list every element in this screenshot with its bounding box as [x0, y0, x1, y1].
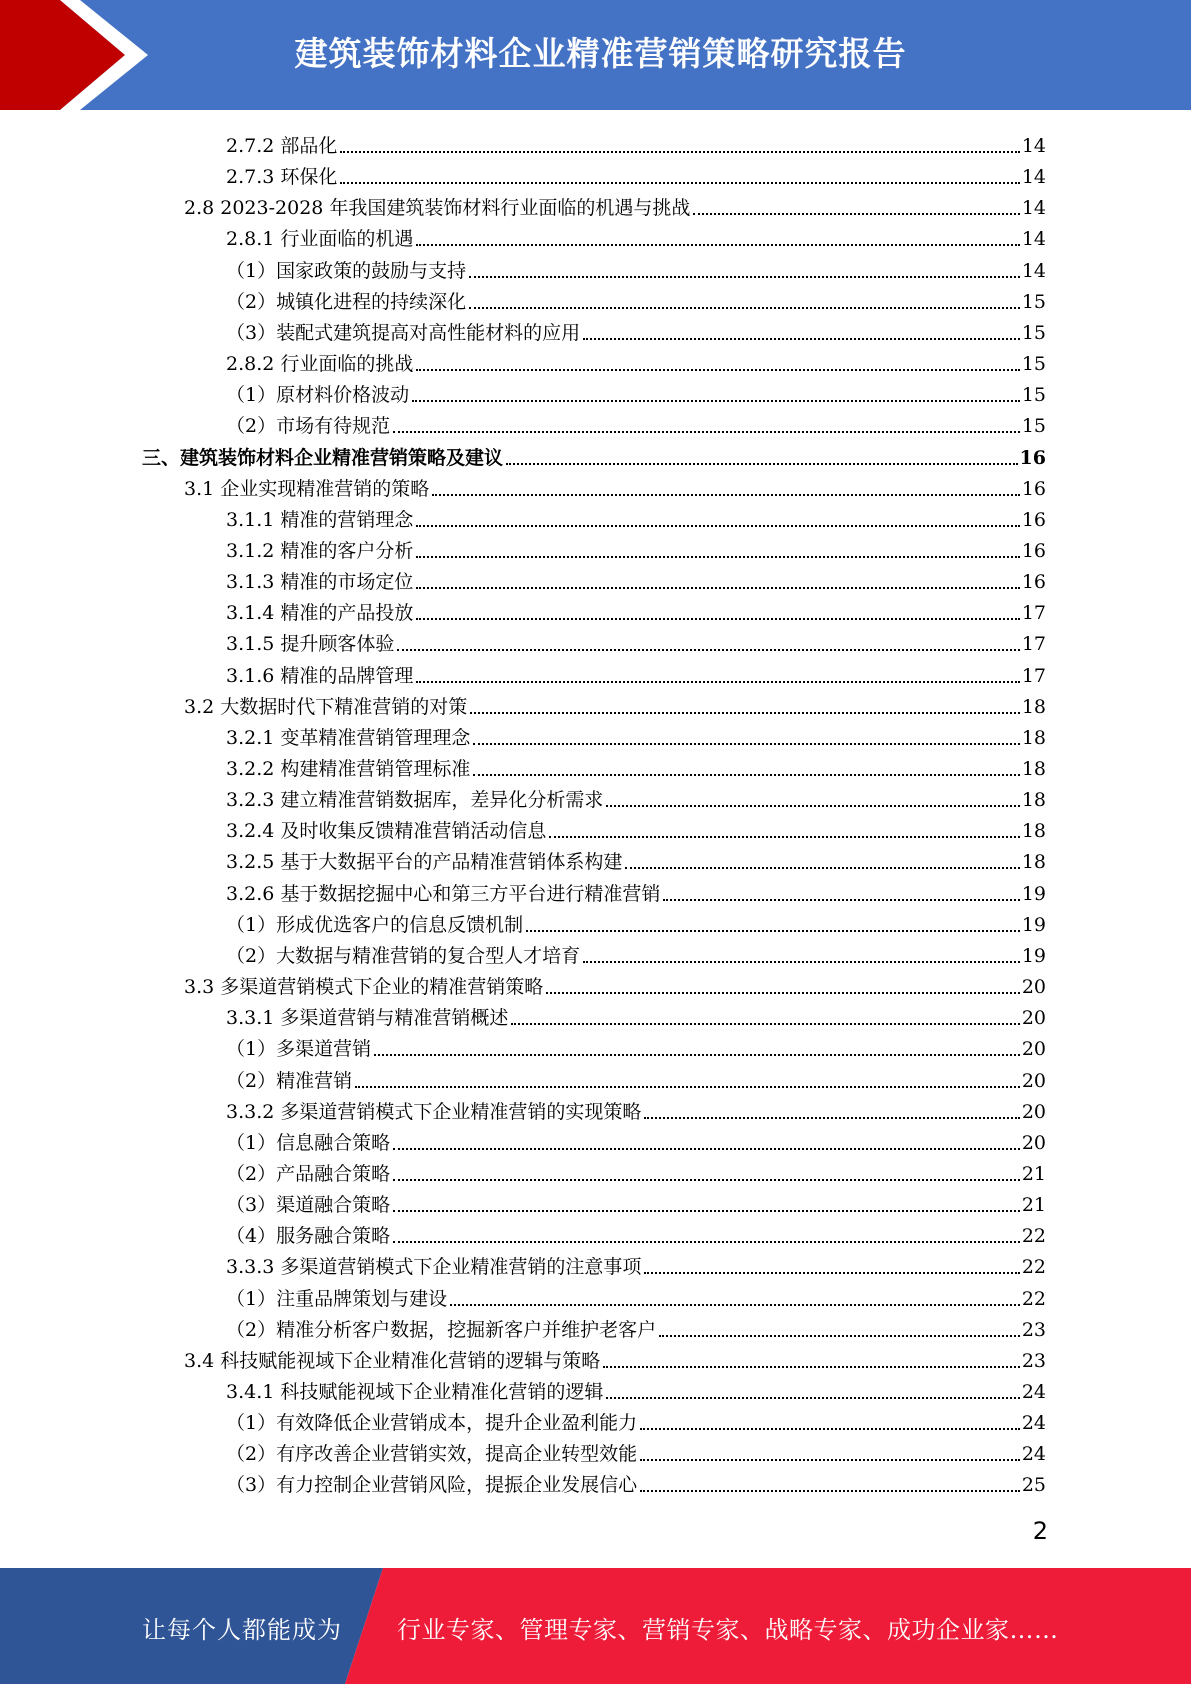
toc-entry[interactable] — [226, 719, 1046, 750]
toc-entry[interactable] — [226, 625, 1046, 656]
toc-entry-label: 3.3.1 多渠道营销与精准营销概述 — [226, 1007, 509, 1030]
toc-entry-label: 3.2.1 变革精准营销管理理念 — [226, 726, 471, 749]
toc-entry-page: 22 — [1021, 1256, 1046, 1279]
toc-entry-page: 18 — [1021, 789, 1046, 812]
toc-entry-label: （2）市场有待规范 — [226, 415, 391, 438]
toc-entry[interactable] — [184, 189, 1046, 220]
toc-entry-label: 3.1.3 精准的市场定位 — [226, 571, 414, 594]
toc-entry-page: 18 — [1021, 695, 1046, 718]
toc-entry-page: 22 — [1021, 1225, 1046, 1248]
toc-entry-page: 20 — [1021, 1100, 1046, 1123]
toc-dot-leader — [644, 1117, 1019, 1119]
toc-entry-label: 2.7.3 环保化 — [226, 166, 338, 189]
page-number: 2 — [1032, 1517, 1048, 1545]
toc-entry-label: 3.4.1 科技赋能视域下企业精准化营销的逻辑 — [226, 1381, 604, 1403]
toc-dot-leader — [640, 1428, 1020, 1430]
toc-entry-label: （2）产品融合策略 — [226, 1162, 391, 1185]
toc-dot-leader — [546, 992, 1020, 994]
toc-entry-label: 3.2.5 基于大数据平台的产品精准营销体系构建 — [226, 851, 623, 874]
toc-entry-page: 20 — [1021, 1038, 1046, 1061]
toc-entry-page: 16 — [1021, 571, 1046, 594]
toc-entry-label: （2）精准营销 — [226, 1069, 353, 1092]
toc-entry-label: （2）有序改善企业营销实效，提高企业转型效能 — [226, 1443, 638, 1466]
toc-entry-page: 21 — [1021, 1194, 1046, 1217]
toc-entry-label: 3.3 多渠道营销模式下企业的精准营销策略 — [184, 976, 544, 999]
toc-entry-page: 14 — [1021, 228, 1046, 251]
report-title: 建筑装饰材料企业精准营销策略研究报告 — [294, 34, 907, 73]
toc-entry[interactable] — [226, 657, 1046, 688]
toc-entry-page: 18 — [1021, 851, 1046, 874]
toc-entry-label: 3.1.4 精准的产品投放 — [226, 602, 414, 625]
toc-dot-leader — [583, 338, 1020, 340]
toc-entry[interactable] — [184, 1342, 1046, 1373]
toc-entry[interactable] — [226, 594, 1046, 625]
toc-dot-leader — [473, 743, 1019, 745]
toc-dot-leader — [511, 1023, 1019, 1025]
toc-dot-leader — [393, 1148, 1020, 1150]
toc-entry[interactable] — [184, 968, 1046, 999]
toc-entry-label: 3.3.2 多渠道营销模式下企业精准营销的实现策略 — [226, 1100, 642, 1123]
toc-entry[interactable] — [226, 220, 1046, 251]
toc-entry[interactable] — [226, 1435, 1046, 1466]
toc-entry[interactable] — [226, 999, 1046, 1030]
toc-dot-leader — [393, 431, 1020, 433]
toc-entry-page: 15 — [1021, 321, 1046, 344]
toc-entry-label: （1）形成优选客户的信息反馈机制 — [226, 913, 524, 936]
toc-entry[interactable] — [226, 563, 1046, 594]
toc-entry-page: 20 — [1021, 1007, 1046, 1030]
toc-entry-label: （1）信息融合策略 — [226, 1131, 391, 1154]
toc-entry[interactable] — [226, 407, 1046, 438]
toc-entry-page: 19 — [1021, 913, 1046, 936]
toc-dot-leader — [450, 1304, 1020, 1306]
toc-entry-label: 3.1 企业实现精准营销的策略 — [184, 477, 430, 500]
toc-entry[interactable] — [226, 1280, 1046, 1311]
toc-dot-leader — [606, 1397, 1019, 1399]
toc-dot-leader — [625, 867, 1019, 869]
toc-dot-leader — [549, 836, 1019, 838]
toc-entry[interactable] — [226, 781, 1046, 812]
toc-entry-page: 16 — [1019, 446, 1046, 469]
toc-entry-page: 24 — [1021, 1381, 1046, 1403]
toc-entry[interactable] — [184, 470, 1046, 501]
toc-dot-leader — [393, 1241, 1020, 1243]
toc-entry[interactable] — [226, 937, 1046, 968]
footer-slogan-left: 让每个人都能成为 — [142, 1616, 342, 1644]
toc-entry[interactable] — [226, 252, 1046, 283]
toc-dot-leader — [469, 276, 1020, 278]
toc-dot-leader — [640, 1490, 1020, 1492]
toc-dot-leader — [693, 213, 1019, 215]
toc-entry-label: 2.8.2 行业面临的挑战 — [226, 353, 414, 376]
page-footer — [0, 1568, 1191, 1684]
toc-entry-page: 23 — [1021, 1318, 1046, 1341]
toc-entry-label: 3.1.1 精准的营销理念 — [226, 508, 414, 531]
toc-entry-page: 20 — [1021, 1131, 1046, 1154]
toc-entry-label: 3.2 大数据时代下精准营销的对策 — [184, 695, 468, 718]
page-header — [0, 0, 1191, 110]
toc-entry[interactable] — [226, 1124, 1046, 1155]
toc-entry-page: 25 — [1021, 1474, 1046, 1497]
toc-entry-page: 20 — [1021, 1069, 1046, 1092]
toc-entry-label: 3.2.2 构建精准营销管理标准 — [226, 758, 471, 780]
toc-dot-leader — [416, 244, 1019, 246]
toc-entry[interactable] — [226, 1062, 1046, 1093]
toc-entry[interactable] — [226, 314, 1046, 345]
toc-entry-label: 3.2.4 及时收集反馈精准营销活动信息 — [226, 820, 547, 843]
toc-entry-label: 2.8.1 行业面临的机遇 — [226, 228, 414, 251]
toc-dot-leader — [506, 463, 1018, 465]
toc-entry[interactable] — [226, 1404, 1046, 1435]
toc-entry-page: 14 — [1021, 259, 1046, 282]
toc-dot-leader — [603, 1366, 1020, 1368]
toc-entry-page: 17 — [1021, 664, 1046, 687]
toc-entry-page: 15 — [1021, 415, 1046, 438]
toc-entry-page: 19 — [1021, 882, 1046, 905]
toc-entry-page: 23 — [1021, 1349, 1046, 1372]
toc-entry[interactable] — [226, 1030, 1046, 1061]
toc-entry[interactable] — [226, 843, 1046, 874]
toc-entry[interactable] — [226, 1217, 1046, 1248]
toc-entry-label: 三、建筑装饰材料企业精准营销策略及建议 — [142, 446, 504, 469]
toc-entry-page: 24 — [1021, 1443, 1046, 1466]
toc-entry-label: 3.1.5 提升顾客体验 — [226, 633, 395, 656]
toc-dot-leader — [340, 151, 1019, 153]
toc-entry[interactable] — [226, 127, 1046, 158]
toc-dot-leader — [340, 182, 1019, 184]
toc-entry[interactable] — [226, 1311, 1046, 1342]
toc-entry[interactable] — [226, 1373, 1046, 1404]
toc-dot-leader — [412, 400, 1020, 402]
toc-entry-page: 15 — [1021, 353, 1046, 376]
toc-entry[interactable] — [142, 439, 1046, 470]
toc-entry[interactable] — [226, 158, 1046, 189]
toc-entry-label: 3.3.3 多渠道营销模式下企业精准营销的注意事项 — [226, 1256, 642, 1279]
toc-entry[interactable] — [226, 345, 1046, 376]
toc-entry-page: 14 — [1021, 135, 1046, 157]
toc-entry[interactable] — [226, 750, 1046, 781]
toc-entry-label: （2）大数据与精准营销的复合型人才培育 — [226, 944, 581, 967]
toc-dot-leader — [416, 618, 1019, 620]
toc-entry-page: 15 — [1021, 384, 1046, 407]
toc-entry-label: 3.4 科技赋能视域下企业精准化营销的逻辑与策略 — [184, 1349, 601, 1372]
toc-entry-page: 17 — [1021, 633, 1046, 656]
toc-dot-leader — [583, 961, 1020, 963]
toc-entry[interactable] — [226, 906, 1046, 937]
toc-dot-leader — [416, 681, 1019, 683]
toc-entry-label: （1）多渠道营销 — [226, 1038, 372, 1061]
toc-entry-label: （1）注重品牌策划与建设 — [226, 1287, 448, 1310]
toc-entry[interactable] — [226, 812, 1046, 843]
toc-entry-page: 18 — [1021, 758, 1046, 780]
toc-entry-page: 16 — [1021, 508, 1046, 531]
toc-entry-page: 21 — [1021, 1162, 1046, 1185]
toc-dot-leader — [606, 805, 1019, 807]
toc-entry[interactable] — [226, 1466, 1046, 1497]
toc-entry-page: 14 — [1021, 166, 1046, 189]
toc-dot-leader — [526, 930, 1020, 932]
toc-entry-label: （3）渠道融合策略 — [226, 1194, 391, 1217]
toc-entry-label: 3.2.3 建立精准营销数据库，差异化分析需求 — [226, 789, 604, 812]
toc-entry[interactable] — [226, 1248, 1046, 1279]
toc-entry[interactable] — [226, 376, 1046, 407]
toc-entry-label: （4）服务融合策略 — [226, 1225, 391, 1248]
toc-entry-label: 3.1.2 精准的客户分析 — [226, 539, 414, 562]
toc-dot-leader — [416, 369, 1019, 371]
toc-entry[interactable] — [226, 1186, 1046, 1217]
toc-entry-label: （3）有力控制企业营销风险，提振企业发展信心 — [226, 1474, 638, 1497]
toc-entry-label: （2）城镇化进程的持续深化 — [226, 290, 467, 313]
toc-dot-leader — [355, 1086, 1020, 1088]
toc-entry-page: 18 — [1021, 820, 1046, 843]
toc-entry-label: 3.2.6 基于数据挖掘中心和第三方平台进行精准营销 — [226, 882, 661, 905]
toc-entry-page: 19 — [1021, 944, 1046, 967]
toc-entry-label: 2.8 2023-2028 年我国建筑装饰材料行业面临的机遇与挑战 — [184, 197, 691, 220]
toc-entry-page: 15 — [1021, 290, 1046, 313]
toc-dot-leader — [640, 1459, 1020, 1461]
footer-slogan-right: 行业专家、管理专家、营销专家、战略专家、成功企业家…… — [397, 1616, 1059, 1644]
toc-entry-page: 20 — [1021, 976, 1046, 999]
toc-entry-page: 14 — [1021, 197, 1046, 220]
toc-entry-label: （3）装配式建筑提高对高性能材料的应用 — [226, 321, 581, 344]
toc-entry[interactable] — [226, 1093, 1046, 1124]
toc-dot-leader — [393, 1210, 1020, 1212]
toc-entry[interactable] — [226, 1155, 1046, 1186]
toc-entry-label: （1）国家政策的鼓励与支持 — [226, 259, 467, 282]
toc-dot-leader — [416, 556, 1019, 558]
toc-entry-label: （2）精准分析客户数据，挖掘新客户并维护老客户 — [226, 1318, 657, 1341]
toc-entry-page: 24 — [1021, 1412, 1046, 1435]
toc-entry[interactable] — [226, 875, 1046, 906]
toc-entry[interactable] — [226, 283, 1046, 314]
toc-dot-leader — [397, 649, 1019, 651]
toc-entry[interactable] — [184, 688, 1046, 719]
toc-entry-page: 18 — [1021, 726, 1046, 749]
toc-entry-page: 16 — [1021, 477, 1046, 500]
toc-dot-leader — [416, 525, 1019, 527]
toc-entry-label: 2.7.2 部品化 — [226, 135, 338, 157]
toc-entry-label: （1）有效降低企业营销成本，提升企业盈利能力 — [226, 1412, 638, 1435]
toc-dot-leader — [393, 1179, 1020, 1181]
toc-entry-label: （1）原材料价格波动 — [226, 384, 410, 407]
toc-entry-page: 17 — [1021, 602, 1046, 625]
toc-entry[interactable] — [226, 501, 1046, 532]
toc-dot-leader — [473, 774, 1019, 776]
toc-dot-leader — [644, 1272, 1019, 1274]
toc-dot-leader — [663, 899, 1019, 901]
toc-dot-leader — [432, 494, 1020, 496]
toc-dot-leader — [470, 712, 1020, 714]
toc-entry-label: 3.1.6 精准的品牌管理 — [226, 664, 414, 687]
toc-dot-leader — [469, 307, 1020, 309]
toc-entry-page: 16 — [1021, 539, 1046, 562]
toc-dot-leader — [374, 1054, 1020, 1056]
toc-dot-leader — [659, 1335, 1020, 1337]
toc-entry[interactable] — [226, 532, 1046, 563]
toc-dot-leader — [416, 587, 1019, 589]
toc-entry-page: 22 — [1021, 1287, 1046, 1310]
